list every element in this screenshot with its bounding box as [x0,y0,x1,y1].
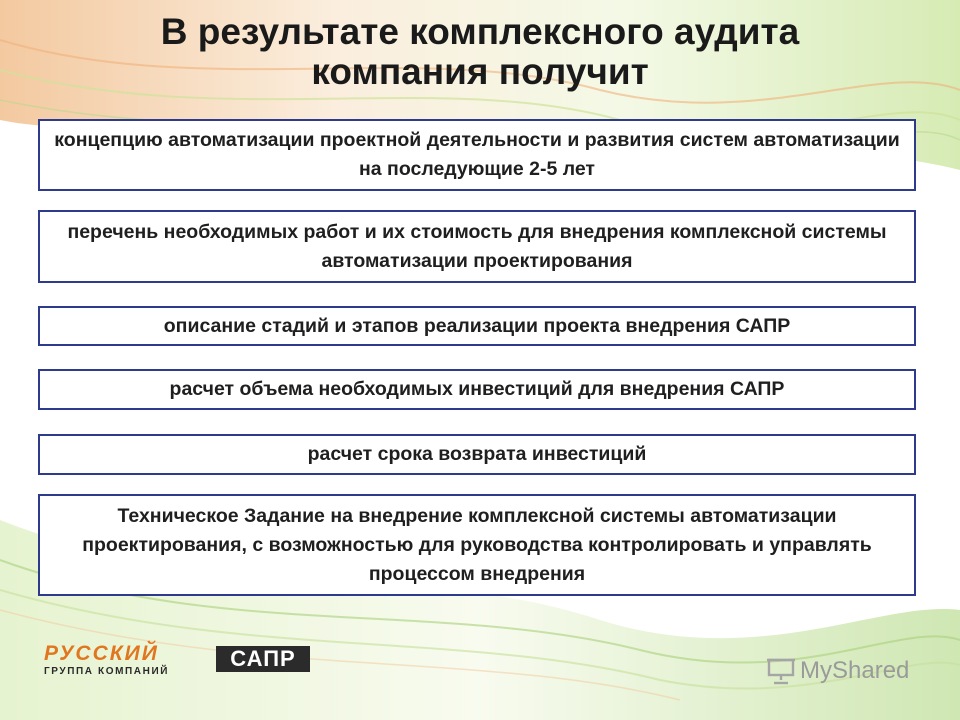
watermark [766,656,909,686]
slide-title [0,12,960,92]
title-line-1: В результате комплексного аудита [160,11,800,52]
result-item-text: описание стадий и этапов реализации проекта внедрения САПР [163,314,791,337]
logo-badge: САПР [216,646,310,672]
result-item-stages-description [38,306,916,346]
result-item-payback-calc [38,434,916,475]
result-item-text: Техническое Задание на внедрение комплексной системы автоматизации проектирования, с возможностью для руководства контролировать и управлять процессом внедрения [82,504,872,585]
result-item-automation-concept [38,119,916,191]
result-item-technical-spec [38,494,916,596]
result-item-text: перечень необходимых работ и их стоимость для внедрения комплексной системы автоматизации проектирования [67,220,887,272]
company-logo [40,642,312,684]
title-line-2: компания получит [311,51,649,92]
watermark-text: MyShared [800,657,910,684]
presentation-icon [766,656,796,686]
result-item-text: концепцию автоматизации проектной деятельности и развития систем автоматизации на последующие 2-5 лет [54,129,900,180]
logo-subtitle: ГРУППА КОМПАНИЙ [44,666,170,677]
result-item-works-list [38,210,916,283]
result-item-investment-calc [38,369,916,410]
logo-wordmark: РУССКИЙ [44,642,159,665]
result-item-text: расчет срока возврата инвестиций [307,443,647,465]
result-item-text: расчет объема необходимых инвестиций для внедрения САПР [169,378,785,400]
